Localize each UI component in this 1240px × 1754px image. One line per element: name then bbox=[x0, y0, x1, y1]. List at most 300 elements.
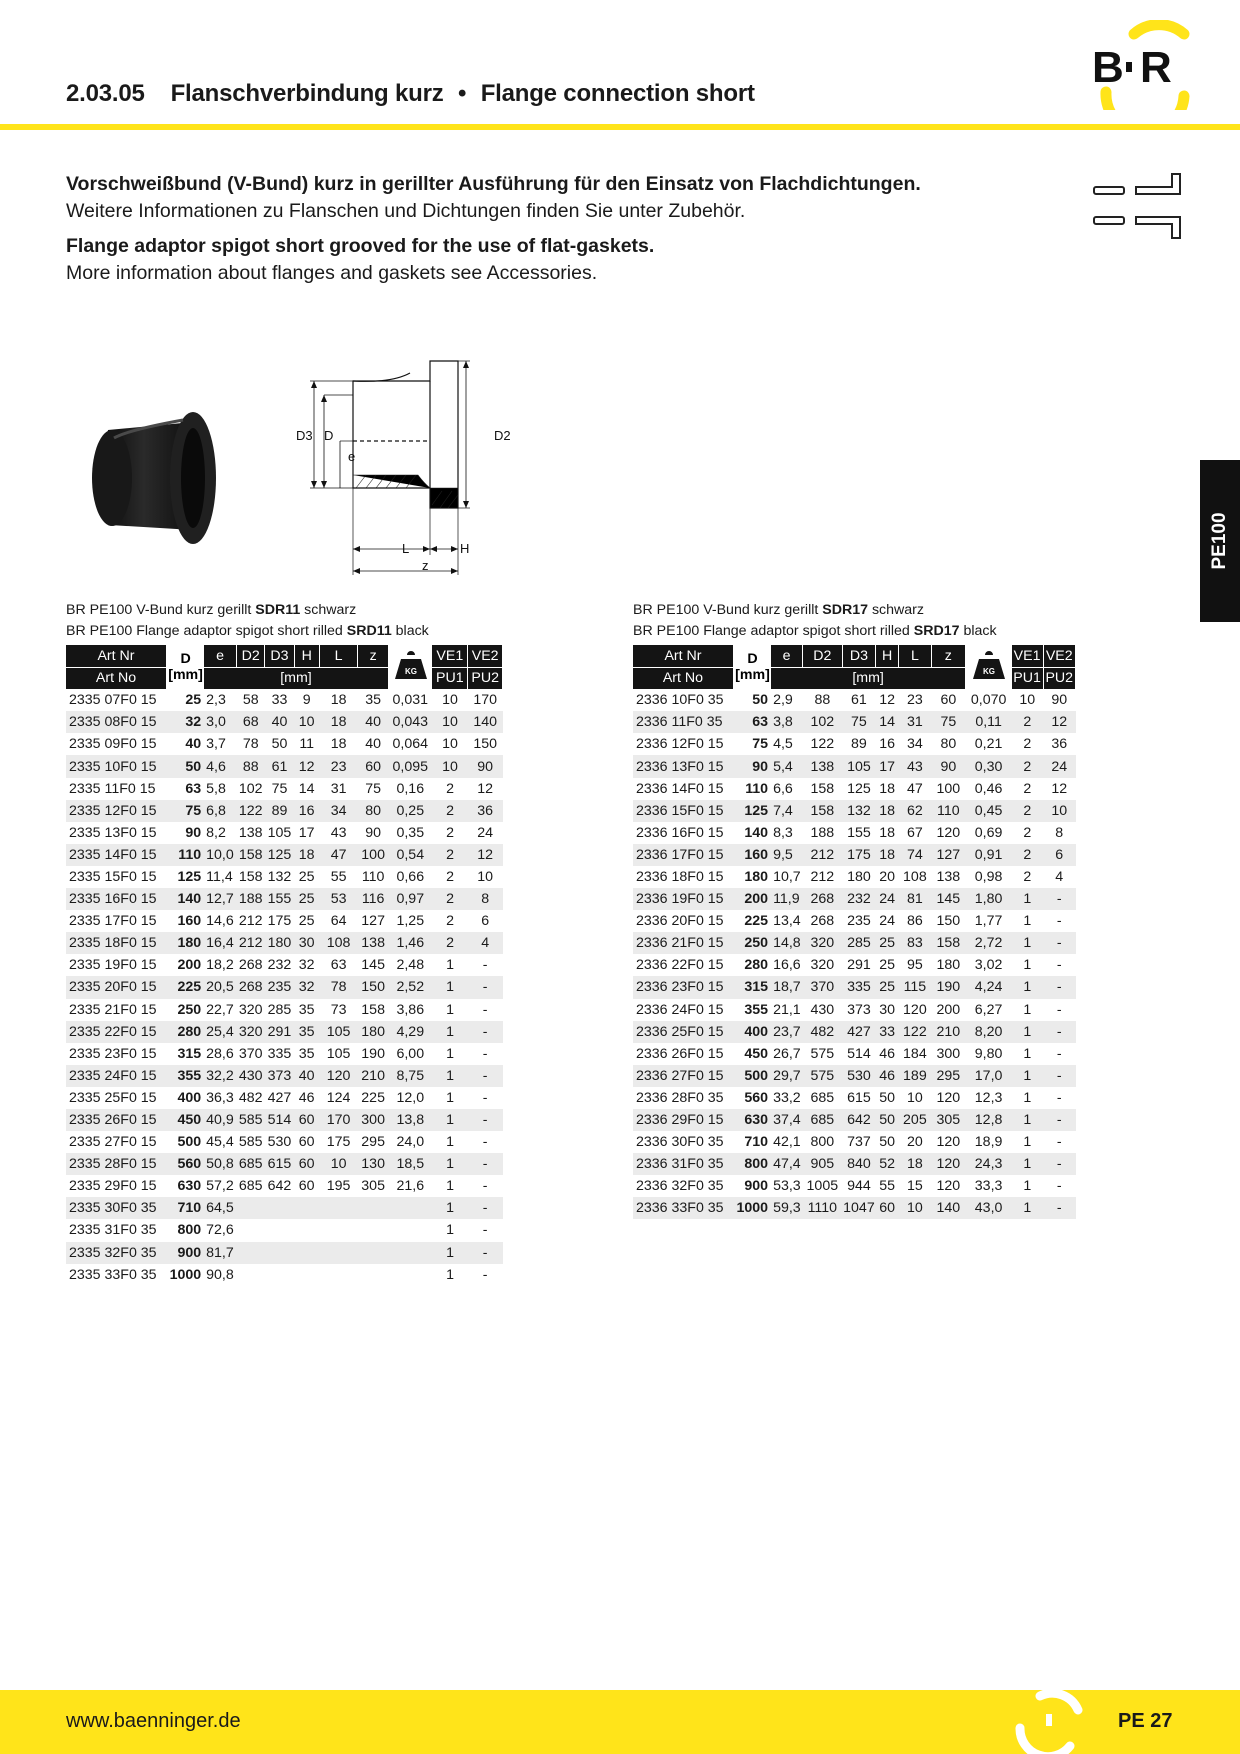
table-cell: 20 bbox=[906, 1134, 923, 1151]
table-row bbox=[66, 1109, 503, 1131]
table-cell: 158 bbox=[931, 932, 966, 954]
table-cell: 24 bbox=[477, 824, 494, 841]
table-cell: - bbox=[482, 957, 488, 974]
table-cell: 46 bbox=[876, 1065, 899, 1087]
table-cell: 73 bbox=[330, 1001, 347, 1018]
table-cell: 305 bbox=[931, 1109, 966, 1131]
table-cell: 2336 26F0 15 bbox=[636, 1045, 724, 1062]
table-cell: 160 bbox=[733, 844, 771, 866]
table-cell: 2336 19F0 15 bbox=[633, 888, 733, 910]
table-cell: 127 bbox=[931, 844, 966, 866]
table-cell: 24 bbox=[1043, 755, 1076, 777]
table-cell: 2335 20F0 15 bbox=[66, 976, 166, 998]
table-cell: - bbox=[1043, 1065, 1076, 1087]
table-cell: 80 bbox=[358, 800, 388, 822]
table-cell: 6,00 bbox=[396, 1045, 425, 1062]
table-cell: 0,070 bbox=[970, 692, 1007, 709]
table-cell: 18 bbox=[879, 824, 896, 841]
table-cell: 1 bbox=[446, 957, 454, 974]
table-cell: 232 bbox=[842, 888, 875, 910]
table-cell: 30 bbox=[879, 1001, 896, 1018]
table-cell: 40 bbox=[265, 711, 294, 733]
table-cell: 160 bbox=[177, 913, 202, 930]
table-cell: 642 bbox=[842, 1109, 875, 1131]
table-cell: 0,031 bbox=[392, 692, 429, 709]
table-cell: 120 bbox=[936, 824, 961, 841]
table-cell: 60 bbox=[876, 1197, 899, 1219]
table-cell: 585 bbox=[237, 1109, 265, 1131]
table-cell: 108 bbox=[903, 868, 927, 885]
table-cell: 400 bbox=[177, 1089, 202, 1106]
table-cell: 105 bbox=[842, 755, 875, 777]
table-cell: 235 bbox=[847, 913, 871, 930]
table-cell: 5,8 bbox=[206, 780, 226, 797]
table-cell: 120 bbox=[936, 1178, 961, 1195]
table-cell: 36,3 bbox=[206, 1089, 234, 1106]
table-cell: 122 bbox=[810, 736, 835, 753]
table-cell: 1,25 bbox=[396, 913, 425, 930]
table-cell: 2335 16F0 15 bbox=[66, 888, 166, 910]
table-cell: 225 bbox=[361, 1089, 385, 1106]
table-cell: 2 bbox=[1023, 868, 1032, 885]
table-row bbox=[66, 1131, 503, 1153]
table-cell: 335 bbox=[267, 1045, 292, 1062]
table-cell: 23 bbox=[319, 755, 358, 777]
table-cell: 4 bbox=[1055, 868, 1064, 885]
table-cell: 72,6 bbox=[206, 1222, 234, 1239]
table-cell: 8,75 bbox=[388, 1065, 432, 1087]
table-cell: - bbox=[468, 1197, 503, 1219]
table-cell: 100 bbox=[936, 780, 961, 797]
table-cell: 2335 31F0 35 bbox=[69, 1222, 157, 1239]
table-cell: 2335 09F0 15 bbox=[69, 736, 157, 753]
table-cell: 22,7 bbox=[206, 1001, 234, 1018]
logo-letter-r: R bbox=[1140, 43, 1172, 92]
table-cell: 320 bbox=[238, 1001, 263, 1018]
table-cell: 18 bbox=[330, 736, 347, 753]
table-cell: 124 bbox=[326, 1089, 351, 1106]
table-cell: 1 bbox=[1012, 1197, 1043, 1219]
table-row bbox=[633, 755, 1076, 777]
table-row bbox=[633, 954, 1076, 976]
sdr11-caption-en: BR PE100 Flange adaptor spigot short rilled SRD11 black bbox=[66, 623, 429, 639]
table-cell: - bbox=[468, 1065, 503, 1087]
table-cell: 18 bbox=[876, 800, 899, 822]
table-cell: 40 bbox=[185, 736, 202, 753]
table-cell: 305 bbox=[361, 1178, 385, 1195]
table-cell: 18 bbox=[294, 844, 319, 866]
table-cell: 1 bbox=[1012, 888, 1043, 910]
table-cell: 34 bbox=[319, 800, 358, 822]
table-cell: 102 bbox=[238, 780, 263, 797]
table-row bbox=[633, 866, 1076, 888]
table-cell: 268 bbox=[810, 913, 835, 930]
table-cell: - bbox=[1056, 1089, 1062, 1106]
table-cell: 40,9 bbox=[204, 1109, 236, 1131]
table-row bbox=[66, 733, 503, 755]
table-row bbox=[66, 844, 503, 866]
table-cell: 158 bbox=[237, 844, 265, 866]
table-cell: 138 bbox=[358, 932, 388, 954]
table-row bbox=[633, 711, 1076, 733]
table-cell bbox=[265, 1197, 294, 1219]
table-cell: 373 bbox=[847, 1001, 871, 1018]
table-row bbox=[633, 1109, 1076, 1131]
table-cell: 46 bbox=[879, 1045, 896, 1062]
table-cell: 300 bbox=[936, 1045, 961, 1062]
col-pu2: PU2 bbox=[468, 667, 503, 689]
table-cell: 25 bbox=[876, 932, 899, 954]
table-cell: 45,4 bbox=[206, 1134, 234, 1151]
table-cell: 205 bbox=[899, 1109, 931, 1131]
table-cell: 2336 16F0 15 bbox=[636, 824, 724, 841]
table-row bbox=[66, 1242, 503, 1264]
table-cell: 189 bbox=[899, 1065, 931, 1087]
table-cell: 2335 14F0 15 bbox=[66, 844, 166, 866]
table-cell: 4,24 bbox=[966, 976, 1012, 998]
table-cell: 12 bbox=[477, 780, 494, 797]
table-cell: 0,11 bbox=[966, 711, 1012, 733]
table-cell: 40 bbox=[365, 736, 382, 753]
table-cell: 115 bbox=[899, 976, 931, 998]
svg-text:KG: KG bbox=[982, 667, 995, 677]
table-cell: 116 bbox=[358, 888, 388, 910]
table-cell: 1 bbox=[446, 1134, 454, 1151]
table-cell: 80 bbox=[940, 736, 957, 753]
table-cell: 710 bbox=[744, 1134, 769, 1151]
col-art-no: Art No bbox=[66, 667, 166, 689]
table-cell: 4,6 bbox=[204, 755, 236, 777]
label-d2: D2 bbox=[494, 428, 511, 443]
table-cell: 21,1 bbox=[773, 1001, 801, 1018]
table-cell: - bbox=[1043, 888, 1076, 910]
table-cell: 158 bbox=[238, 868, 263, 885]
table-row bbox=[66, 1175, 503, 1197]
table-cell: - bbox=[1056, 1001, 1062, 1018]
table-cell: 300 bbox=[358, 1109, 388, 1131]
table-cell: 90 bbox=[1051, 692, 1068, 709]
table-cell: 5,4 bbox=[771, 755, 802, 777]
table-cell: 25 bbox=[876, 976, 899, 998]
table-cell: 3,7 bbox=[206, 736, 226, 753]
table-cell: 64 bbox=[330, 913, 347, 930]
table-cell: - bbox=[482, 1089, 488, 1106]
table-cell: 280 bbox=[744, 957, 769, 974]
table-cell: 18 bbox=[330, 692, 347, 709]
table-cell: 1 bbox=[1012, 1153, 1043, 1175]
table-cell: 83 bbox=[899, 932, 931, 954]
table-row bbox=[633, 689, 1076, 711]
table-cell: 60 bbox=[298, 1178, 315, 1195]
table-cell: 530 bbox=[267, 1134, 292, 1151]
col-ve1: VE1 bbox=[432, 645, 468, 667]
table-cell: 200 bbox=[177, 957, 202, 974]
section-number: 2.03.05 bbox=[66, 80, 145, 107]
col-e: e bbox=[204, 645, 236, 667]
table-cell: 370 bbox=[802, 976, 842, 998]
table-cell: 15 bbox=[906, 1178, 923, 1195]
table-cell: 67 bbox=[906, 824, 923, 841]
table-cell: 33 bbox=[271, 692, 288, 709]
table-cell: 450 bbox=[166, 1109, 204, 1131]
table-cell: 1 bbox=[1012, 1065, 1043, 1087]
table-cell: 250 bbox=[177, 1001, 202, 1018]
table-cell: 78 bbox=[319, 976, 358, 998]
label-d: D bbox=[324, 428, 334, 443]
table-cell: 110 bbox=[361, 868, 385, 885]
table-cell: 18 bbox=[899, 1153, 931, 1175]
table-cell: 16 bbox=[879, 736, 896, 753]
sdr11-caption-de: BR PE100 V-Bund kurz gerillt SDR11 schwarz bbox=[66, 602, 357, 618]
table-cell: 2 bbox=[432, 800, 468, 822]
table-cell: 61 bbox=[851, 692, 867, 709]
table-cell: - bbox=[482, 1222, 488, 1239]
title-separator: • bbox=[458, 80, 467, 107]
table-cell: 50 bbox=[752, 692, 769, 709]
table-cell: 10 bbox=[442, 736, 458, 753]
table-row bbox=[633, 888, 1076, 910]
table-cell bbox=[388, 1264, 432, 1286]
table-cell: 1 bbox=[446, 1222, 454, 1239]
table-cell: 285 bbox=[267, 1001, 292, 1018]
table-cell bbox=[265, 1264, 294, 1286]
table-row bbox=[66, 1021, 503, 1043]
table-cell: - bbox=[482, 1001, 488, 1018]
table-cell: 685 bbox=[802, 1109, 842, 1131]
table-cell: 2,9 bbox=[773, 692, 793, 709]
table-cell: 2335 19F0 15 bbox=[69, 957, 157, 974]
table-cell: 50,8 bbox=[204, 1153, 236, 1175]
website-link[interactable]: www.baenninger.de bbox=[66, 1710, 241, 1732]
table-cell: 320 bbox=[802, 932, 842, 954]
table-cell: 140 bbox=[744, 824, 769, 841]
col-art-nr: Art Nr bbox=[66, 645, 166, 667]
table-cell: 29,7 bbox=[771, 1065, 802, 1087]
table-cell: 158 bbox=[361, 1001, 385, 1018]
table-cell: 47 bbox=[319, 844, 358, 866]
table-cell: 320 bbox=[237, 1021, 265, 1043]
table-cell: 140 bbox=[468, 711, 503, 733]
table-cell: 9 bbox=[302, 692, 311, 709]
table-cell: 32,2 bbox=[204, 1065, 236, 1087]
table-cell: 235 bbox=[265, 976, 294, 998]
table-cell: 125 bbox=[847, 780, 871, 797]
table-cell: 63 bbox=[185, 780, 202, 797]
table-cell bbox=[358, 1197, 388, 1219]
table-cell: 90 bbox=[733, 755, 771, 777]
col-ve2: VE2 bbox=[468, 645, 503, 667]
table-cell: 1 bbox=[446, 1266, 454, 1283]
table-cell bbox=[237, 1264, 265, 1286]
table-cell: 1 bbox=[1012, 976, 1043, 998]
table-cell: 0,45 bbox=[966, 800, 1012, 822]
table-cell: 170 bbox=[319, 1109, 358, 1131]
table-cell: 3,86 bbox=[396, 1001, 425, 1018]
intro-german-text: Weitere Informationen zu Flanschen und Dichtungen finden Sie unter Zubehör. bbox=[66, 200, 746, 222]
table-cell: 75 bbox=[365, 780, 382, 797]
table-cell: 2336 29F0 15 bbox=[633, 1109, 733, 1131]
table-cell: 58 bbox=[242, 692, 259, 709]
table-cell: 2336 21F0 15 bbox=[633, 932, 733, 954]
table-cell: 89 bbox=[851, 736, 867, 753]
table-cell bbox=[237, 1219, 265, 1241]
table-cell: 2 bbox=[1012, 755, 1043, 777]
page-title bbox=[66, 80, 755, 108]
table-cell: 0,98 bbox=[974, 868, 1003, 885]
table-cell: 212 bbox=[802, 844, 842, 866]
table-cell: - bbox=[1056, 1178, 1062, 1195]
table-cell: 108 bbox=[319, 932, 358, 954]
table-cell: 18 bbox=[319, 711, 358, 733]
table-cell: 102 bbox=[802, 711, 842, 733]
table-cell: 0,35 bbox=[396, 824, 425, 841]
table-cell: 2336 18F0 15 bbox=[636, 868, 724, 885]
table-header-row bbox=[66, 645, 503, 667]
table-cell: 2335 13F0 15 bbox=[69, 824, 157, 841]
table-row bbox=[66, 1264, 503, 1286]
weight-icon bbox=[393, 647, 429, 683]
table-cell: 2336 33F0 35 bbox=[633, 1197, 733, 1219]
table-cell: 120 bbox=[931, 1153, 966, 1175]
table-cell: 184 bbox=[903, 1045, 927, 1062]
table-cell: 127 bbox=[361, 913, 385, 930]
col-pu2: PU2 bbox=[1043, 667, 1076, 689]
table-cell: 685 bbox=[238, 1178, 263, 1195]
table-cell: 2336 10F0 35 bbox=[636, 692, 724, 709]
table-cell: 12 bbox=[879, 692, 896, 709]
table-cell: 145 bbox=[931, 888, 966, 910]
intro-german bbox=[66, 171, 1066, 225]
table-row bbox=[633, 800, 1076, 822]
table-cell: 32 bbox=[294, 976, 319, 998]
col-z: z bbox=[931, 645, 966, 667]
table-cell bbox=[294, 1197, 319, 1219]
table-cell: 6,6 bbox=[773, 780, 793, 797]
title-english: Flange connection short bbox=[480, 80, 755, 107]
table-cell: 2 bbox=[446, 780, 454, 797]
table-cell: 18,5 bbox=[388, 1153, 432, 1175]
table-cell bbox=[358, 1219, 388, 1241]
col-pu1: PU1 bbox=[1012, 667, 1043, 689]
table-cell: 89 bbox=[265, 800, 294, 822]
sdr11-table bbox=[66, 645, 503, 1286]
table-cell: 2 bbox=[1023, 824, 1032, 841]
label-l: L bbox=[402, 541, 410, 556]
category-tab bbox=[1200, 460, 1240, 622]
table-cell: 16,6 bbox=[773, 957, 801, 974]
table-cell: - bbox=[1043, 976, 1076, 998]
col-ve2: VE2 bbox=[1043, 645, 1076, 667]
table-cell: 2336 25F0 15 bbox=[633, 1021, 733, 1043]
table-cell: 10 bbox=[442, 692, 458, 709]
table-cell: 2 bbox=[1012, 800, 1043, 822]
table-row bbox=[633, 1175, 1076, 1197]
table-header-row bbox=[633, 645, 1076, 667]
table-cell: 42,1 bbox=[773, 1134, 801, 1151]
table-cell: 110 bbox=[166, 844, 204, 866]
table-cell: 105 bbox=[267, 824, 292, 841]
table-cell: 2335 26F0 15 bbox=[66, 1109, 166, 1131]
table-cell: 12,0 bbox=[396, 1089, 425, 1106]
table-cell: 1,80 bbox=[966, 888, 1012, 910]
col-e: e bbox=[771, 645, 802, 667]
table-cell: 315 bbox=[733, 976, 771, 998]
table-row bbox=[633, 1021, 1076, 1043]
table-cell: 170 bbox=[473, 692, 497, 709]
table-cell: 20 bbox=[879, 868, 896, 885]
table-cell: 944 bbox=[847, 1178, 871, 1195]
table-cell: 10 bbox=[294, 711, 319, 733]
table-row bbox=[66, 932, 503, 954]
table-cell: 150 bbox=[473, 736, 497, 753]
table-cell bbox=[319, 1219, 358, 1241]
table-cell: 335 bbox=[842, 976, 875, 998]
table-cell: 430 bbox=[237, 1065, 265, 1087]
table-cell: 530 bbox=[842, 1065, 875, 1087]
table-cell: 4,29 bbox=[388, 1021, 432, 1043]
table-cell: 43 bbox=[330, 824, 347, 841]
table-cell: 10 bbox=[899, 1197, 931, 1219]
table-cell: 2336 12F0 15 bbox=[636, 736, 724, 753]
table-cell: 514 bbox=[847, 1045, 871, 1062]
table-cell: 175 bbox=[267, 913, 292, 930]
table-cell: 14 bbox=[298, 780, 315, 797]
table-row bbox=[66, 1043, 503, 1065]
table-cell: 2 bbox=[446, 868, 454, 885]
table-cell: 25 bbox=[298, 868, 315, 885]
table-row bbox=[66, 999, 503, 1021]
table-cell: 60 bbox=[294, 1153, 319, 1175]
table-cell: 10 bbox=[477, 868, 494, 885]
table-cell: 23,7 bbox=[771, 1021, 802, 1043]
table-cell: 18,7 bbox=[771, 976, 802, 998]
table-cell: - bbox=[1056, 1134, 1062, 1151]
brand-logo bbox=[1084, 20, 1204, 110]
table-cell: 46 bbox=[298, 1089, 315, 1106]
table-cell: 25 bbox=[294, 888, 319, 910]
table-cell: 2,3 bbox=[206, 692, 226, 709]
table-cell: 2336 32F0 35 bbox=[636, 1178, 724, 1195]
table-cell: 0,69 bbox=[974, 824, 1003, 841]
sdr17-table-body bbox=[633, 689, 1076, 1219]
table-cell: 7,4 bbox=[771, 800, 802, 822]
table-cell: 800 bbox=[733, 1153, 771, 1175]
table-cell: 34 bbox=[906, 736, 923, 753]
table-cell: 2 bbox=[432, 844, 468, 866]
table-cell: 50 bbox=[879, 1134, 896, 1151]
table-cell: 710 bbox=[166, 1197, 204, 1219]
table-cell: 64,5 bbox=[204, 1197, 236, 1219]
table-cell: 1 bbox=[1012, 1109, 1043, 1131]
table-cell: 291 bbox=[847, 957, 871, 974]
table-cell: 1 bbox=[432, 1065, 468, 1087]
table-cell: 9,80 bbox=[974, 1045, 1003, 1062]
table-cell: 12,7 bbox=[204, 888, 236, 910]
table-row bbox=[66, 866, 503, 888]
label-h: H bbox=[460, 541, 470, 556]
col-d3: D3 bbox=[842, 645, 875, 667]
table-cell: 18 bbox=[879, 780, 896, 797]
table-cell: 14,8 bbox=[771, 932, 802, 954]
table-cell: 24 bbox=[876, 888, 899, 910]
table-cell: 78 bbox=[242, 736, 259, 753]
table-cell: 12 bbox=[1043, 711, 1076, 733]
table-cell: 2335 10F0 15 bbox=[66, 755, 166, 777]
table-cell: - bbox=[482, 1266, 488, 1283]
table-cell: 1,77 bbox=[974, 913, 1003, 930]
table-cell: 158 bbox=[810, 780, 835, 797]
table-cell: 450 bbox=[744, 1045, 769, 1062]
